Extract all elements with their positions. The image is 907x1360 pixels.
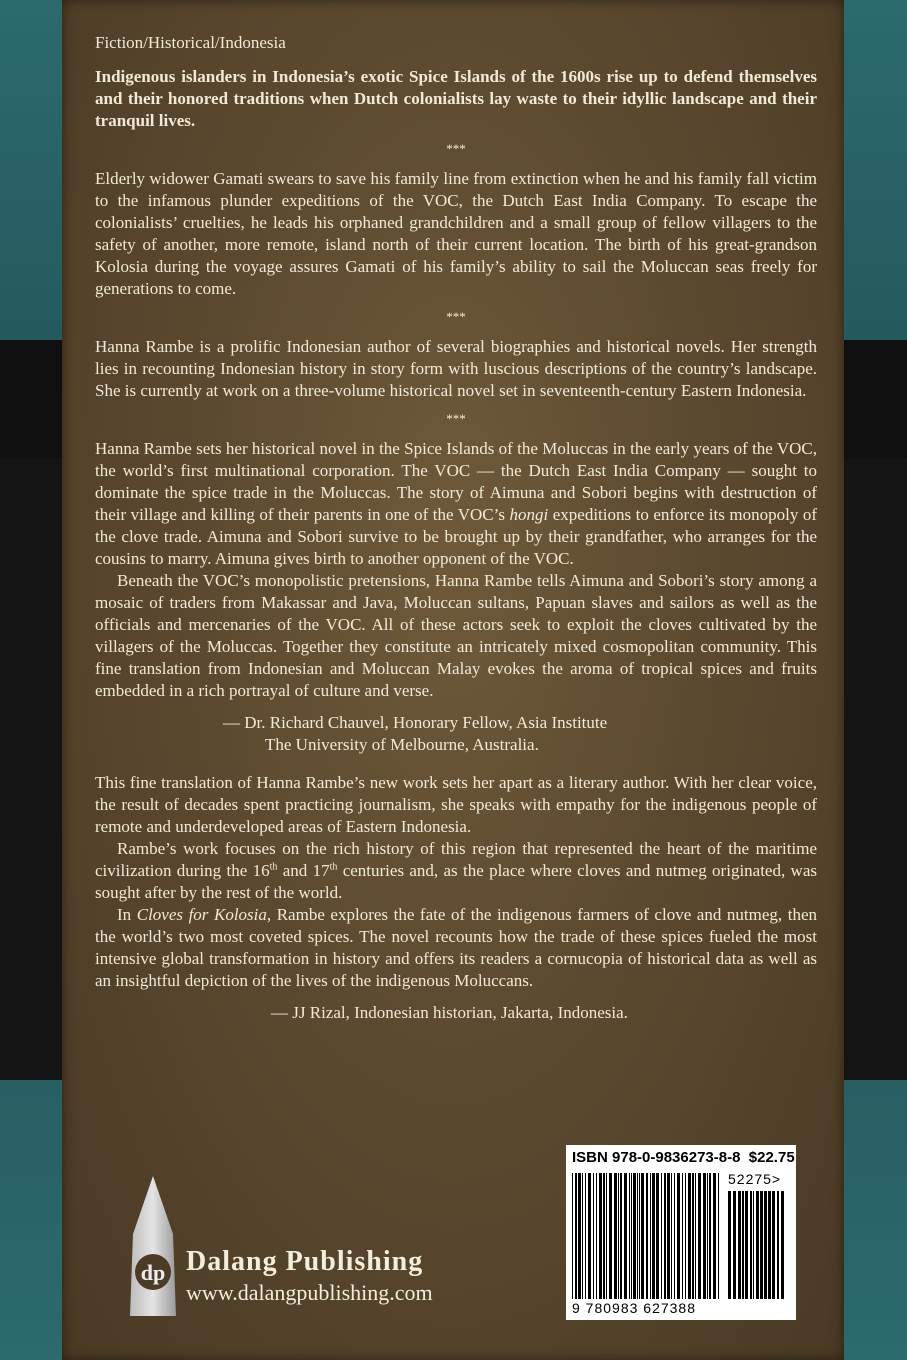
review-2-paragraph-1: This fine translation of Hanna Rambe’s new work sets her apart as a literary author. With her clear voice, the result of decades spent practicing journalism, she speaks with empathy for the indigenous people of remote and underdeveloped areas of Eastern Indonesia. [95, 773, 817, 836]
barcode-bar [614, 1173, 617, 1299]
separator: *** [446, 141, 466, 156]
barcode-bar [750, 1191, 752, 1299]
barcode-bar [596, 1173, 597, 1299]
barcode-bar [585, 1173, 586, 1299]
barcode-bar [609, 1173, 612, 1299]
barcode-bar [753, 1191, 754, 1299]
publisher-block [130, 1176, 510, 1316]
barcode-bar [578, 1173, 581, 1299]
barcode-bar [624, 1173, 627, 1299]
author-bio: Hanna Rambe is a prolific Indonesian author of several biographies and historical novels. Her strength lies in recounting Indonesian history in story form with luscious descriptions of the country’s landscape. She is currently at work on a three-volume historical novel set in seventeenth-century Eastern Indonesia. [95, 337, 817, 400]
barcode-bar [650, 1173, 651, 1299]
barcode-bar [593, 1173, 594, 1299]
ean-digits: 9 780983 627388 [572, 1300, 696, 1316]
publisher-name: Dalang Publishing [186, 1246, 424, 1277]
barcode-bar [572, 1173, 573, 1299]
barcode-bar [629, 1173, 630, 1299]
barcode-bar [756, 1191, 759, 1299]
barcode-bar [652, 1173, 655, 1299]
barcode-bar [688, 1173, 691, 1299]
barcode-bar [637, 1173, 638, 1299]
barcode-bar [733, 1191, 736, 1299]
barcode-bar [728, 1191, 731, 1299]
barcode-bar [620, 1173, 622, 1299]
barcode-bar [742, 1191, 744, 1299]
review-1-paragraph-1: Hanna Rambe sets her historical novel in the Spice Islands of the Moluccas in the early years of the VOC, the world’s first multinational corporation. The VOC — the Dutch East India Company — sought to dominate the spice trade in the Moluccas. The story of Aimuna and Sobori begins with destruction of their village and killing of their parents in one of the VOC’s hongi expeditions to enforce its monopoly of the clove trade. Aimuna and Sobori survive to be brought up by their grandfather, who arranges for the cousins to marry. Aimuna gives birth to another opponent of the VOC. [95, 439, 817, 568]
barcode-bar [667, 1173, 670, 1299]
barcode-bar [692, 1173, 694, 1299]
barcode-bar [588, 1173, 591, 1299]
barcode-bar [760, 1191, 763, 1299]
barcode-bar [777, 1191, 779, 1299]
separator: *** [446, 411, 466, 426]
barcode-bar [707, 1173, 708, 1299]
barcode-bar [768, 1191, 771, 1299]
barcode-bar [575, 1173, 577, 1299]
addon-barcode-icon [728, 1191, 786, 1299]
barcode-bar [639, 1173, 640, 1299]
genre-label: Fiction/Historical/Indonesia [95, 33, 286, 52]
lead-blurb: Indigenous islanders in Indonesia’s exotic Spice Islands of the 1600s rise up to defend themselves and their honored traditions when Dutch colonialists lay waste to their idyllic landscape and their tranquil lives. [95, 67, 817, 130]
barcode-icon [572, 1173, 720, 1299]
barcode-bar [781, 1191, 784, 1299]
barcode-bar [772, 1191, 775, 1299]
review-2-paragraph-2: Rambe’s work focuses on the rich history of this region that represented the heart of the maritime civilization during the 16th and 17th centuries and, as the place where cloves and nutmeg originated, was sought after by the rest of the world. [95, 839, 817, 902]
barcode-bar [618, 1173, 619, 1299]
barcode-bar [698, 1173, 701, 1299]
isbn-line: ISBN 978-0-9836273-8-8 $22.75 [572, 1149, 795, 1166]
review-1-attribution: — Dr. Richard Chauvel, Honorary Fellow, Asia Institute The University of Melbourne, Australia. [223, 713, 608, 754]
pen-nib-icon [130, 1176, 176, 1316]
barcode-bar [599, 1173, 602, 1299]
barcode-bar [738, 1191, 741, 1299]
barcode-bar [745, 1191, 748, 1299]
review-2-paragraph-3: In Cloves for Kolosia, Rambe explores the fate of the indigenous farmers of clove and nutmeg, then the world’s two most coveted spices. The novel recounts how the trade of these spices fueled the most intensive global transformation in history and offers its readers a cornucopia of historical data as well as an insightful depiction of the lives of the indigenous Moluccans. [95, 905, 817, 990]
synopsis: Elderly widower Gamati swears to save his family line from extinction when he and his family fall victim to the infamous plunder expeditions of the VOC, the Dutch East India Company. To escape the colonialists’ cruelties, he leads his orphaned grandchildren and a small group of fellow villagers to the safety of another, more remote, island north of their current location. The birth of his great-grandson Kolosia during the voyage assures Gamati of his family’s ability to sail the Moluccan seas freely for generations to come. [95, 169, 817, 298]
back-cover-text [95, 32, 817, 1024]
publisher-url: www.dalangpublishing.com [186, 1280, 433, 1305]
barcode-bar [677, 1173, 680, 1299]
barcode-bar [661, 1173, 662, 1299]
barcode-addon-digits: 52275> [728, 1171, 782, 1187]
review-1-paragraph-2: Beneath the VOC’s monopolistic pretensions, Hanna Rambe tells Aimuna and Sobori’s story among a mosaic of traders from Makassar and Java, Moluccan sultans, Papuan slaves and sailors as well as the officials and mercenaries of the VOC. All of these actors seek to exploit the cloves cultivated by the villagers of the Moluccas. Together they constitute an intricately mixed cosmopolitan community. This fine translation from Indonesian and Moluccan Malay evokes the aroma of tropical spices and fruits embedded in a rich portrayal of culture and verse. [95, 571, 817, 700]
barcode-bar [674, 1173, 675, 1299]
barcode-bar [603, 1173, 605, 1299]
barcode-bar [713, 1173, 716, 1299]
barcode-bar [582, 1173, 583, 1299]
barcode-bar [641, 1173, 644, 1299]
logo-letters: dp [140, 1260, 166, 1285]
barcode-bar [703, 1173, 706, 1299]
barcode-bar [656, 1173, 659, 1299]
barcode-bar [709, 1173, 711, 1299]
barcode-bar [695, 1173, 696, 1299]
barcode-bar [646, 1173, 648, 1299]
barcode-bar [682, 1173, 683, 1299]
barcode-bar [671, 1173, 672, 1299]
barcode-bar [633, 1173, 636, 1299]
review-2-attribution: — JJ Rizal, Indonesian historian, Jakarta, Indonesia. [271, 1003, 628, 1022]
barcode-bar [606, 1173, 607, 1299]
barcode-bar [718, 1173, 719, 1299]
barcode-bar [685, 1173, 686, 1299]
barcode-bar [631, 1173, 632, 1299]
barcode-bar [664, 1173, 666, 1299]
barcode-label [566, 1145, 796, 1320]
separator: *** [446, 309, 466, 324]
barcode-bar [764, 1191, 767, 1299]
